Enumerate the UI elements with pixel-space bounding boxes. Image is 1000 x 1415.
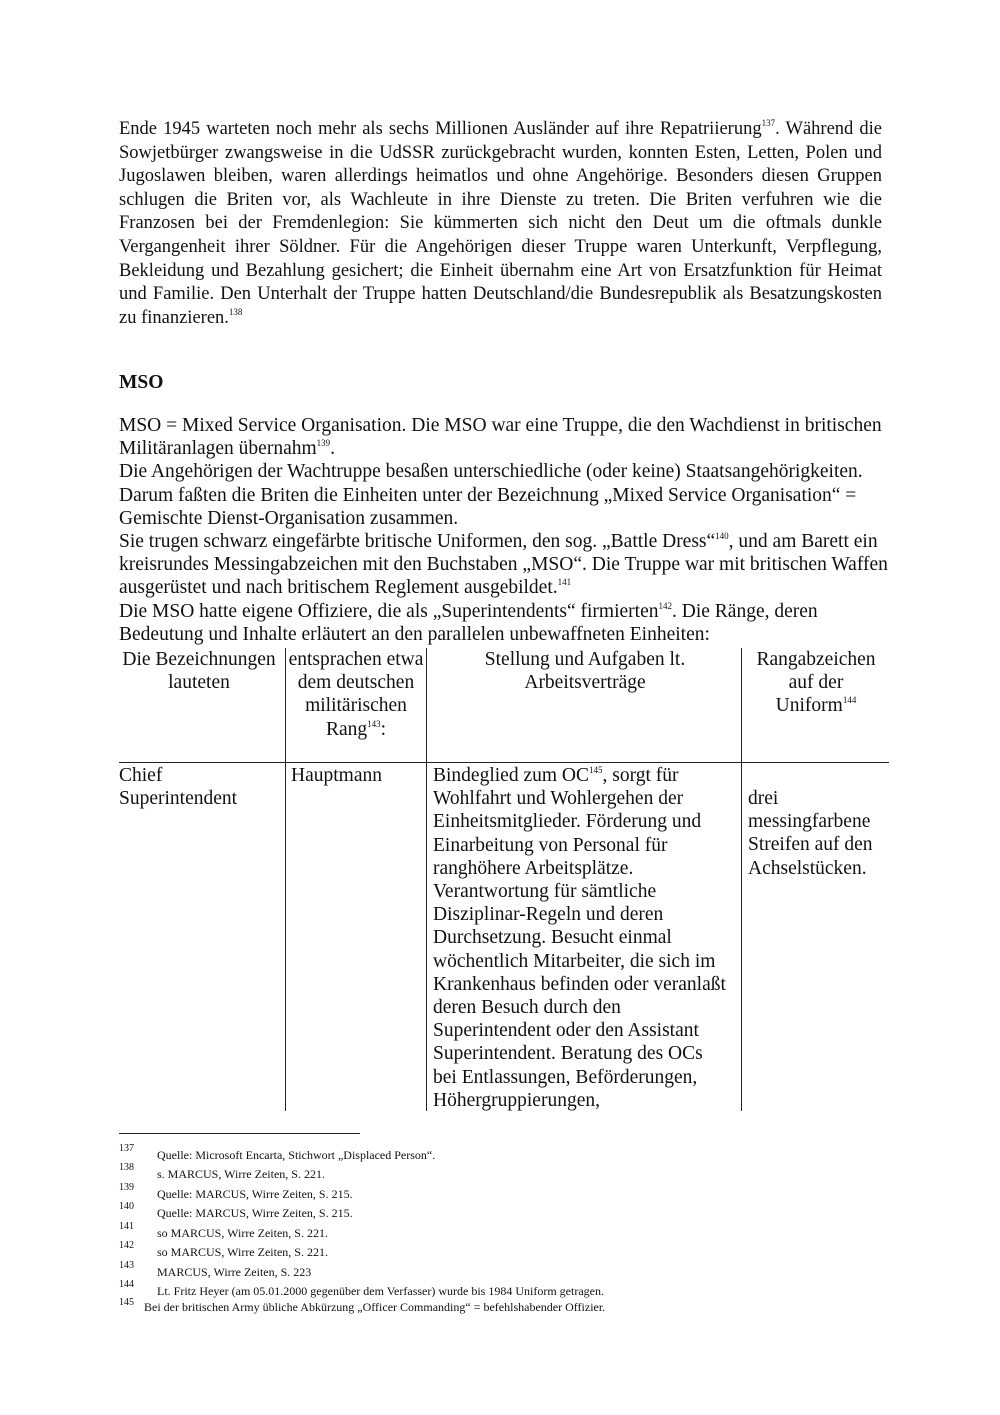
intro-text-rest: . Während die Sowjetbürger zwangsweise in die UdSSR zurückgebracht wurden, konnten Esten, Letten, Polen und Jugoslawen bleiben, waren allerdings heimatlos und ohne Angehörige. Besonders diesen Gruppen schlugen die Briten vor, als Wachleute in ihre Dienste zu treten. Die Briten verfuhren wie die Franzosen bei der Fremdenlegion: Sie kümmerten sich nicht den Deut um die oftmals dunkle Vergangenheit ihrer Söldner. Für die Angehörigen dieser Truppe waren Unterkunft, Verpflegung, Bekleidung und Bezahlung gesichert; die Einheit übernahm eine Art von Ersatzfunktion für Heimat und Familie. Den Unterhalt der Truppe hatten Deutschland/die Bundesrepublik als Besatzungskosten zu finanzieren. — [119, 119, 883, 328]
cell-duties — [433, 764, 729, 1112]
mso-uniforms — [119, 530, 889, 600]
footnote-ref-139[interactable]: 139 — [316, 438, 331, 449]
cell-duties-text: Bindeglied zum OC — [433, 765, 589, 786]
footnote-text: Quelle: MARCUS, Wirre Zeiten, S. 215. — [157, 1187, 353, 1201]
header-german-rank — [288, 648, 424, 741]
section-heading: MSO — [119, 372, 164, 393]
cell-insignia: drei messingfarbene Streifen auf den Achselstücken. — [748, 788, 873, 879]
footnote-text: so MARCUS, Wirre Zeiten, S. 221. — [157, 1226, 328, 1240]
footnote-number: 137 — [119, 1143, 134, 1154]
intro-text-start: Ende 1945 warteten noch mehr als sechs Millionen Ausländer auf ihre Repatriierung — [119, 119, 762, 139]
footnote-ref-137[interactable]: 137 — [761, 118, 776, 128]
mso-officers-text: Die MSO hatte eigene Offiziere, die als „Superintendents“ firmierten — [119, 600, 659, 622]
footnote-ref-142[interactable]: 142 — [658, 600, 672, 611]
table-divider — [426, 648, 427, 1111]
footnote-ref-143[interactable]: 143 — [367, 718, 381, 729]
footnote-text: Bei der britischen Army übliche Abkürzung „Officer Commanding“ = befehlshabender Offizier. — [144, 1300, 606, 1314]
mso-uniforms-text: Sie trugen schwarz eingefärbte britische Uniformen, den sog. „Battle Dress“ — [119, 531, 716, 553]
cell-chief-superintendent: Chief Superintendent — [119, 765, 238, 810]
footnote-ref-141[interactable]: 141 — [557, 577, 572, 588]
header-insignia — [746, 648, 886, 718]
header-german-rank-text: entsprachen etwa dem deutschen militärischen Rang — [288, 649, 424, 740]
footnote-text: so MARCUS, Wirre Zeiten, S. 221. — [157, 1245, 328, 1259]
footnote-number: 142 — [119, 1240, 134, 1251]
cell-duties-rest: , sorgt für Wohlfahrt und Wohlergehen der Einheitsmitglieder. Förderung und Einarbeitung von Personal für ranghöhere Arbeitsplätze. Verantwortung für sämtliche Disziplinar-Regeln und deren Durchsetzung. Besucht einmal wöchentlich Mitarbeiter, die sich im Krankenhaus befinden oder veranlaßt deren Besuch durch den Superintendent oder den Assistant Superintendent. Beratung des OCs bei Entlassungen, Beförderungen, Höhergruppierungen, — [433, 765, 726, 1111]
footnote-ref-144[interactable]: 144 — [842, 695, 857, 706]
header-designation: Die Bezeichnungen lauteten — [122, 649, 276, 694]
mso-description — [119, 414, 889, 646]
footnote-separator — [119, 1133, 360, 1134]
footnote-number: 139 — [119, 1182, 134, 1193]
mso-definition-text: MSO = Mixed Service Organisation. Die MSO war eine Truppe, die den Wachdienst in britischen Militäranlagen übernahm — [119, 415, 882, 460]
mso-officers-rest: . Die Ränge, deren Bedeutung und Inhalte erläutert an den parallelen unbewaffneten Einheiten: — [119, 600, 818, 645]
mso-definition-end: . — [330, 438, 336, 460]
cell-hauptmann: Hauptmann — [291, 765, 382, 786]
header-duties: Stellung und Aufgaben lt. Arbeitsverträge — [484, 649, 686, 694]
mso-nationalities: Die Angehörigen der Wachtruppe besaßen unterschiedliche (oder keine) Staatsangehörigkeiten. Darum faßten die Briten die Einheiten unter der Bezeichnung „Mixed Service Organisation“ = Gemischte Dienst-Organisation zusammen. — [119, 461, 863, 529]
footnote-text: Quelle: Microsoft Encarta, Stichwort „Displaced Person“. — [157, 1148, 436, 1162]
footnote-number: 138 — [119, 1162, 134, 1173]
footnote-number: 145 — [119, 1297, 134, 1308]
footnote-ref-140[interactable]: 140 — [715, 531, 729, 542]
table-divider — [285, 648, 286, 1111]
footnote-text: MARCUS, Wirre Zeiten, S. 223 — [157, 1265, 312, 1279]
intro-paragraph — [119, 118, 882, 330]
footnote-text: Quelle: MARCUS, Wirre Zeiten, S. 215. — [157, 1206, 353, 1220]
table-header-rule — [119, 762, 889, 763]
footnote-ref-138[interactable]: 138 — [228, 306, 243, 317]
footnote-text: Lt. Fritz Heyer (am 05.01.2000 gegenüber dem Verfasser) wurde bis 1984 Uniform getragen. — [157, 1284, 604, 1298]
footnote-ref-145[interactable]: 145 — [588, 765, 603, 775]
footnote-number: 143 — [119, 1260, 134, 1271]
footnote-number: 140 — [119, 1201, 134, 1212]
mso-officers — [119, 600, 889, 646]
header-german-rank-colon: : — [380, 718, 387, 740]
mso-uniforms-rest: , und am Barett ein kreisrundes Messingabzeichen mit den Buchstaben „MSO“. Die Truppe war mit britischen Waffen ausgerüstet und nach britischem Reglement ausgebildet. — [119, 531, 888, 599]
footnote-number: 141 — [119, 1221, 134, 1232]
footnote-number: 144 — [119, 1279, 134, 1290]
header-insignia-text: Rangabzeichen auf der Uniform — [756, 649, 876, 717]
table-divider — [741, 648, 742, 1111]
footnote-text: s. MARCUS, Wirre Zeiten, S. 221. — [157, 1167, 325, 1181]
mso-definition — [119, 414, 889, 460]
